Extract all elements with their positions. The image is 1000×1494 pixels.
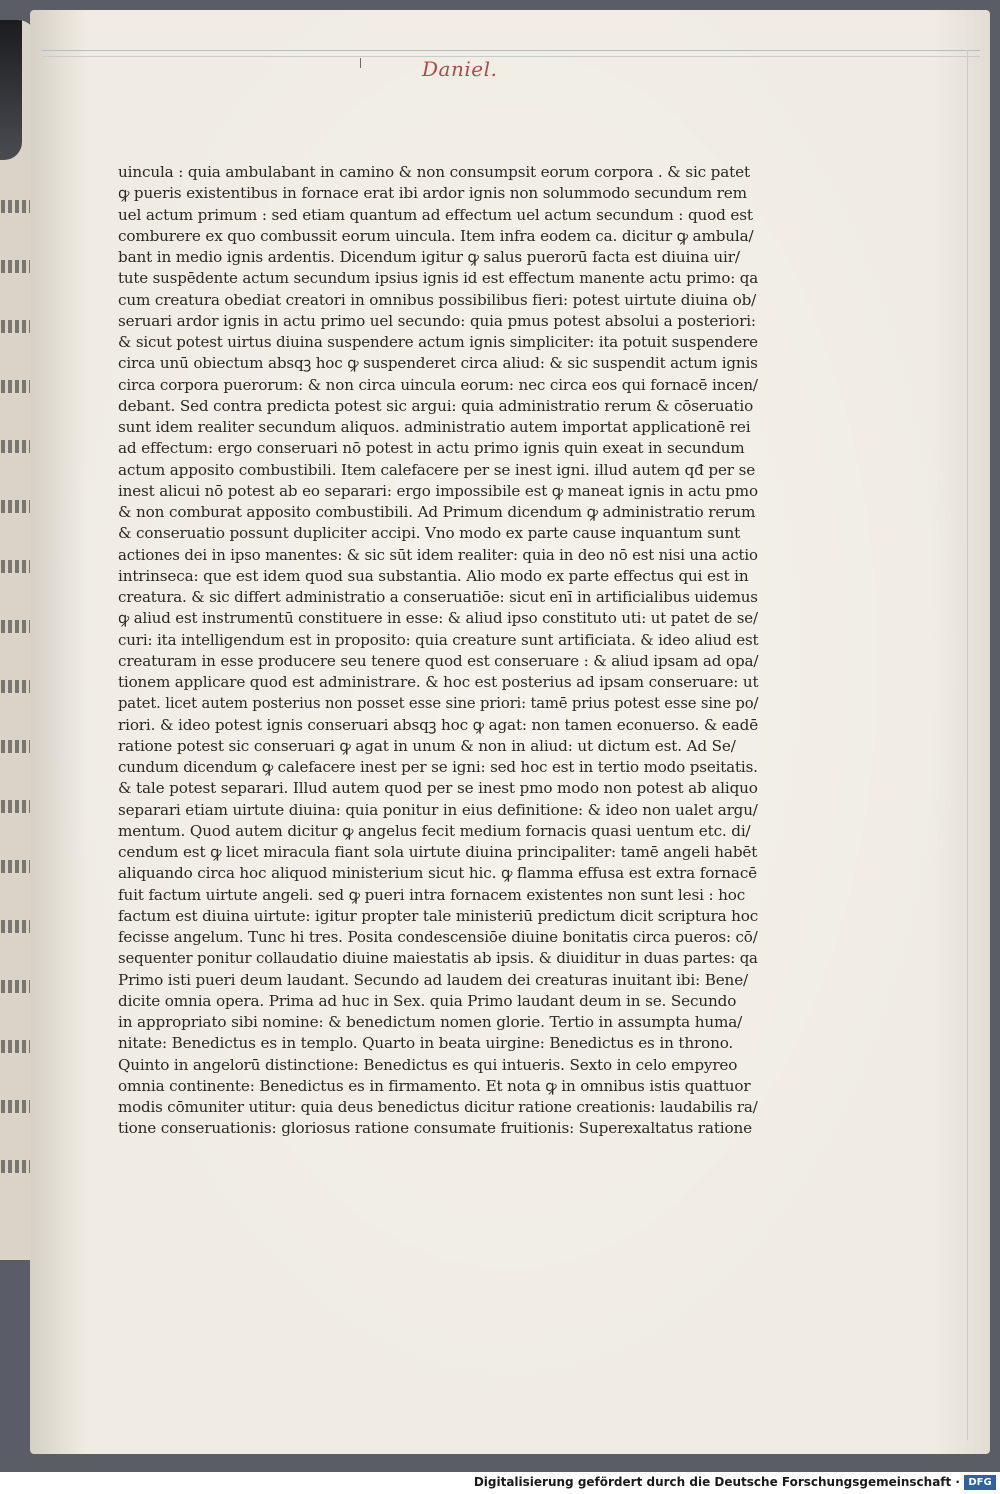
text-line: modis cōmuniter utitur: quia deus benedictus dicitur ratione creationis: laudabilis ra/ (118, 1098, 758, 1116)
text-line: curi: ita intelligendum est in proposito: quia creature sunt artificiata. & ideo aliud est (118, 630, 759, 649)
text-line: factum est diuina uirtute: igitur propter tale ministeriū predictum dicit scriptura hoc (118, 906, 759, 925)
text-line: fecisse angelum. Tunc hi tres. Posita condescensiōe diuine bonitatis circa pueros: cō/ (118, 928, 758, 946)
text-line: & tale potest separari. Illud autem quod per se inest pmo modo non potest ab aliquo (118, 779, 758, 798)
text-line: inest alicui nō potest ab eo separari: ergo impossibile est ꝙ maneat ignis in actu pmo (118, 481, 758, 500)
text-line: mentum. Quod autem dicitur ꝙ angelus fecit medium fornacis quasi uentum etc. di/ (118, 821, 751, 840)
text-line: cendum est ꝙ licet miracula fiant sola uirtute diuina principaliter: tamē angeli habēt (118, 843, 758, 861)
text-line: ad effectum: ergo conseruari nō potest in actu primo ignis quin exeat in secundum (118, 439, 745, 458)
text-line: bant in medio ignis ardentis. Dicendum igitur ꝙ salus puerorū facta est diuina uir/ (118, 248, 740, 266)
text-line: riori. & ideo potest ignis conseruari absqꝫ hoc ꝙ agat: non tamen econuerso. & eadē (118, 715, 759, 734)
text-line: uel actum primum : sed etiam quantum ad effectum uel actum secundum : quod est (118, 205, 753, 224)
text-line: tione conseruationis: gloriosus ratione consumate fruitionis: Superexaltatus ratione (118, 1119, 752, 1138)
text-line: in appropriato sibi nomine: & benedictum nomen glorie. Tertio in assumpta huma/ (118, 1013, 743, 1031)
text-line: & conseruatio possunt dupliciter accipi. Vno modo ex parte cause inquantum sunt (118, 524, 741, 543)
footer-bar (0, 1472, 1000, 1494)
text-line: circa corpora puerorum: & non circa uincula eorum: nec circa eos qui fornacē incen/ (118, 375, 758, 394)
text-line: comburere ex quo combussit eorum uincula. Item infra eodem ca. dicitur ꝙ ambula/ (118, 226, 754, 245)
text-line: & non comburat apposito combustibili. Ad Primum dicendum ꝙ administratio rerum (118, 503, 756, 521)
ruling-line (42, 50, 980, 51)
text-line: omnia continente: Benedictus es in firmamento. Et nota ꝙ in omnibus istis quattuor (118, 1076, 751, 1095)
text-line: nitate: Benedictus es in templo. Quarto in beata uirgine: Benedictus es in throno. (118, 1034, 734, 1053)
text-line: ꝙ pueris existentibus in fornace erat ibi ardor ignis non solummodo secundum rem (118, 184, 747, 203)
text-line: seruari ardor ignis in actu primo uel secundo: quia pmus potest absolui a posteriori: (118, 311, 756, 330)
text-line: patet. licet autem posterius non posset esse sine priori: tamē prius potest esse sine po/ (118, 694, 759, 713)
text-line: actum apposito combustibili. Item calefacere per se inest igni. illud autem qđ per se (118, 460, 756, 479)
ruling-line-vertical (967, 50, 968, 1440)
text-line: circa unū obiectum absqꝫ hoc ꝙ suspenderet circa aliud: & sic suspendit actum ignis (118, 354, 758, 373)
text-line: cum creatura obediat creatori in omnibus possibilibus fieri: potest uirtute diuina ob/ (118, 290, 757, 309)
text-line: separari etiam uirtute diuina: quia ponitur in eius definitione: & ideo non ualet argu/ (118, 800, 758, 819)
text-line: aliquando circa hoc aliquod ministerium sicut hic. ꝙ flamma effusa est extra fornacē (118, 864, 758, 883)
book-page (30, 10, 990, 1454)
text-line: tute suspēdente actum secundum ipsius ignis id est effectum manente actu primo: qa (118, 269, 759, 288)
running-head: Daniel. (422, 57, 498, 81)
text-line: debant. Sed contra predicta potest sic argui: quia administratio rerum & cōseruatio (118, 396, 754, 415)
binding-shadow (0, 20, 22, 160)
text-line: ꝙ aliud est instrumentū constituere in esse: & aliud ipso constituto uti: ut patet de se/ (118, 609, 758, 628)
funding-credit: Digitalisierung gefördert durch die Deutsche Forschungsgemeinschaft · (473, 1475, 960, 1489)
text-line: creaturam in esse producere seu tenere quod est conseruare : & aliud ipsam ad opa/ (118, 651, 759, 670)
text-line: ratione potest sic conseruari ꝙ agat in unum & non in aliud: ut dictum est. Ad Se/ (118, 736, 736, 755)
text-line: fuit factum uirtute angeli. sed ꝙ pueri intra fornacem existentes non sunt lesi : hoc (118, 885, 746, 904)
text-line: Primo isti pueri deum laudant. Secundo ad laudem dei creaturas inuitant ibi: Bene/ (118, 970, 748, 989)
ruling-line (42, 56, 980, 57)
text-line: actiones dei in ipso manentes: & sic sūt idem realiter: quia in deo nō est nisi una actio (118, 545, 758, 564)
text-line: creatura. & sic differt administratio a conseruatiōe: sicut enī in artificialibus uidemus (118, 588, 758, 606)
text-line: intrinseca: que est idem quod sua substantia. Alio modo ex parte effectus qui est in (118, 566, 749, 585)
text-line: sequenter ponitur collaudatio diuine maiestatis ab ipsis. & diuiditur in duas partes: qa (118, 949, 758, 968)
text-line: sunt idem realiter secundum aliquos. administratio autem importat applicationē rei (118, 418, 751, 436)
text-line: cundum dicendum ꝙ calefacere inest per se igni: sed hoc est in tertio modo pseitatis. (118, 758, 758, 776)
text-line: uincula : quia ambulabant in camino & non consumpsit eorum corpora . & sic patet (118, 163, 750, 181)
text-line: & sicut potest uirtus diuina suspendere actum ignis simpliciter: ita potuit suspendere (118, 333, 758, 351)
dfg-logo: DFG (964, 1475, 996, 1490)
pen-mark (360, 58, 361, 68)
text-line: Quinto in angelorū distinctione: Benedictus es qui intueris. Sexto in celo empyreo (118, 1055, 738, 1074)
main-text-block (118, 162, 758, 1140)
text-line: tionem applicare quod est administrare. & hoc est posterius ad ipsam conseruare: ut (118, 673, 759, 691)
text-line: dicite omnia opera. Prima ad huc in Sex. quia Primo laudant deum in se. Secundo (118, 991, 737, 1010)
